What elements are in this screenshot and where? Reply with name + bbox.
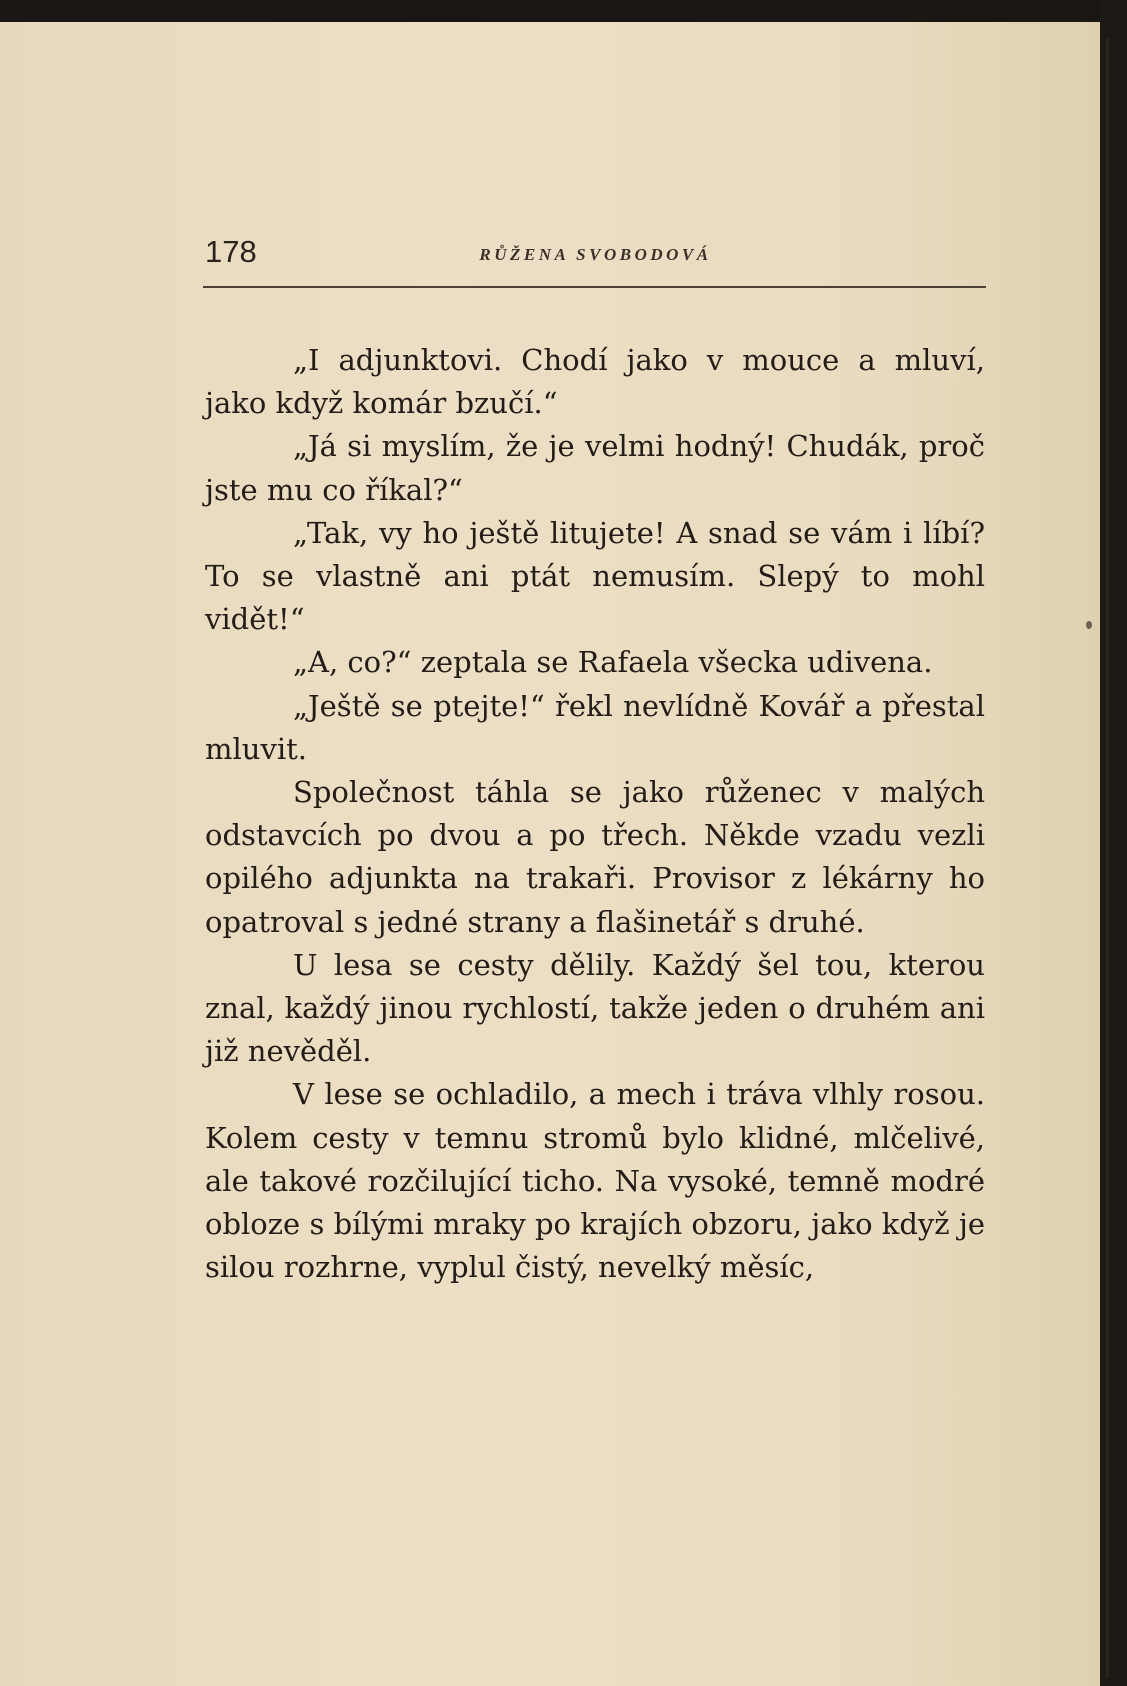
running-head: RŮŽENA SVOBODOVÁ [479,245,712,264]
paragraph: Společnost táhla se jako růženec v malých odstavcích po dvou a po třech. Někde vzadu vezli opilého adjunkta na trakaři. Provisor z lékárny ho opatroval s jedné strany a flašinetář s druhé. [205,775,985,939]
scan-top-border [0,0,1127,22]
paragraph: „I adjunktovi. Chodí jako v mouce a mluví, jako když komár bzučí.“ [205,343,985,421]
binding-edge-line [1106,38,1109,1678]
paragraph: V lese se ochladilo, a mech i tráva vlhly rosou. Kolem cesty v temnu stromů bylo klidné, mlčelivé, ale takové rozčilující ticho. Na vysoké, temně modré obloze s bílými mraky po krajích obzoru, jako když je silou rozhrne, vyplul čistý, nevelký měsíc, [205,1077,985,1285]
scan-speck [1086,621,1092,629]
paragraph: U lesa se cesty dělily. Každý šel tou, kterou znal, každý jinou rychlostí, takže jeden o druhém ani již nevěděl. [205,947,985,1069]
scan-right-border [1100,0,1127,1686]
page-header [205,234,986,278]
body-text [205,339,985,1289]
header-rule [203,286,986,288]
page-number: 178 [205,234,257,269]
paragraph: „Já si myslím, že je velmi hodný! Chudák, proč jste mu co říkal?“ [205,429,985,507]
paragraph: „Ještě se ptejte!“ řekl nevlídně Kovář a přestal mluvit. [205,688,985,766]
paragraph: „Tak, vy ho ještě litujete! A snad se vám i líbí? To se vlastně ani ptát nemusím. Slepý to mohl vidět!“ [205,515,985,637]
paragraph: „A, co?“ zeptala se Rafaela všecka udivena. [293,645,933,680]
